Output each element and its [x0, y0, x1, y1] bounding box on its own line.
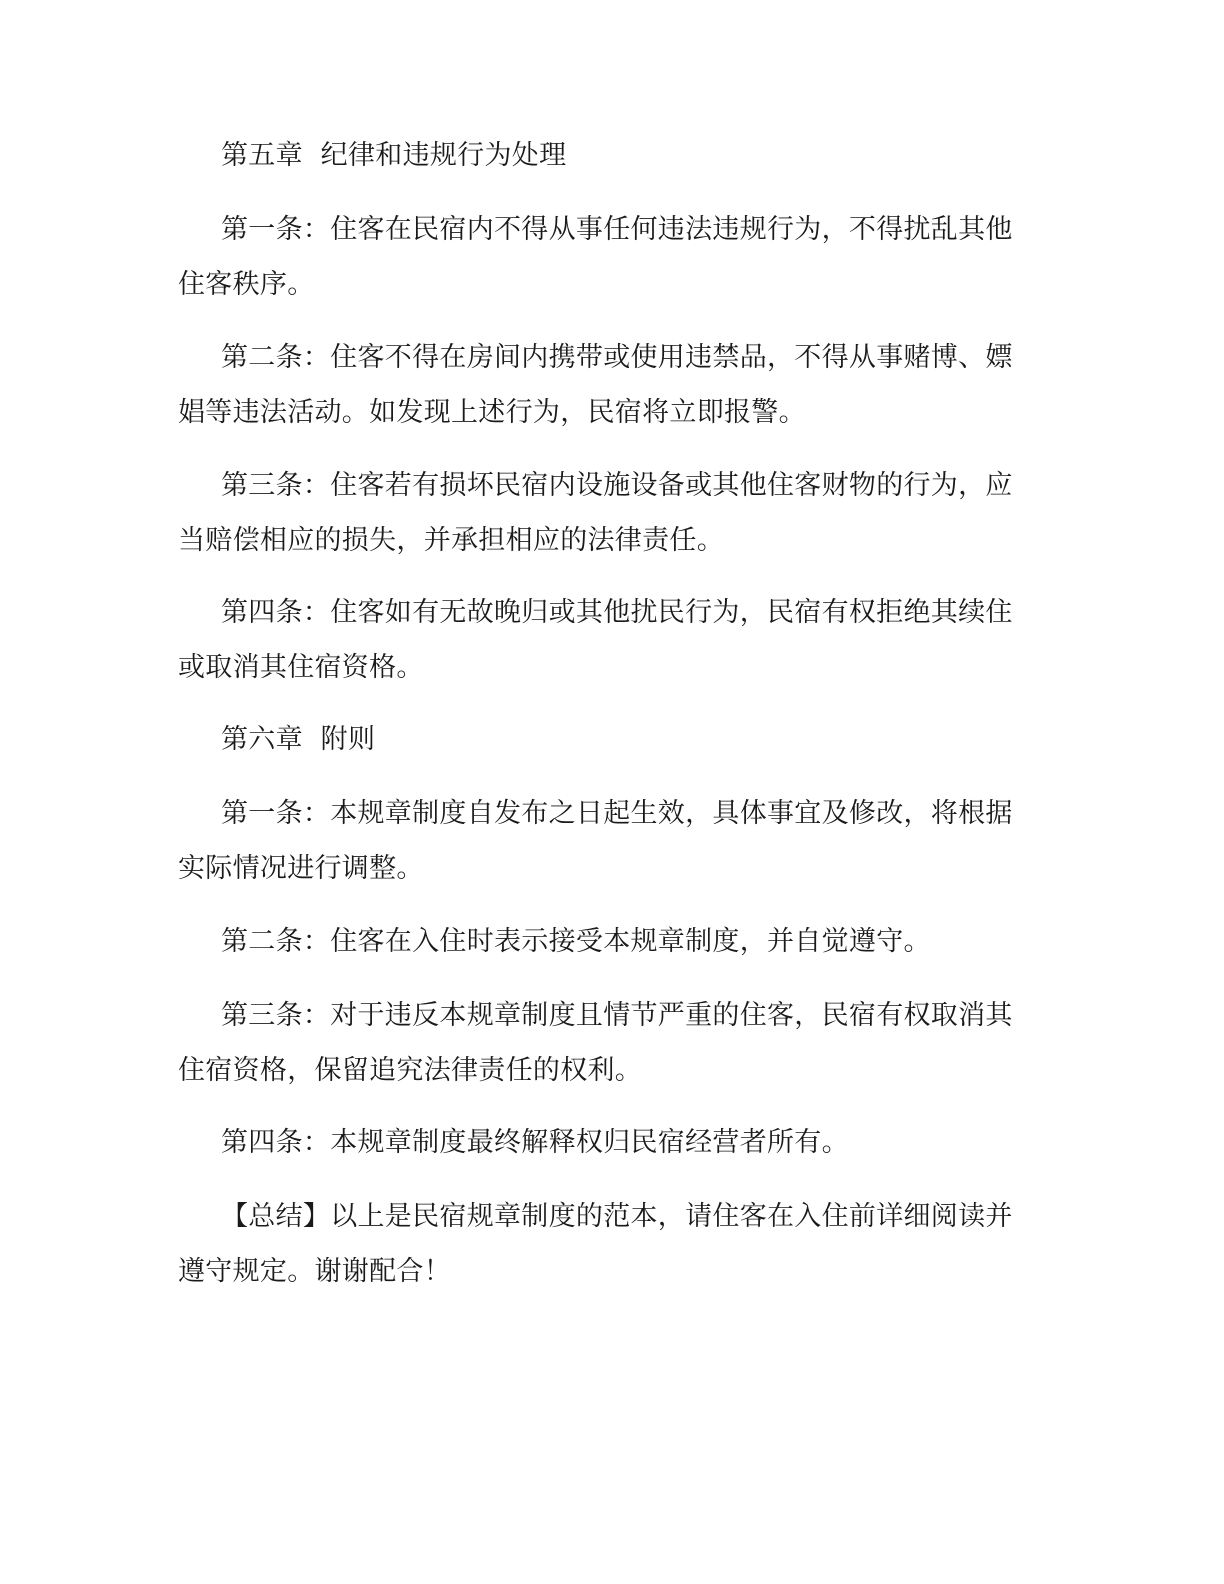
chapter-6-article-2: 第二条：住客在入住时表示接受本规章制度，并自觉遵守。	[221, 926, 931, 957]
chapter-6-heading: 第六章 附则	[221, 724, 376, 755]
summary-paragraph: 【总结】以上是民宿规章制度的范本，请住客在入住前详细阅读并遵守规定。谢谢配合！	[178, 1201, 1013, 1287]
chapter-5-article-1: 第一条：住客在民宿内不得从事任何违法违规行为，不得扰乱其他住客秩序。	[178, 214, 1013, 300]
chapter-5-article-3: 第三条：住客若有损坏民宿内设施设备或其他住客财物的行为，应当赔偿相应的损失，并承担相应的法律责任。	[178, 470, 1013, 556]
chapter-6-article-3: 第三条：对于违反本规章制度且情节严重的住客，民宿有权取消其住宿资格，保留追究法律责任的权利。	[178, 1000, 1013, 1086]
chapter-6-article-1: 第一条：本规章制度自发布之日起生效，具体事宜及修改，将根据实际情况进行调整。	[178, 798, 1013, 884]
chapter-6-article-4: 第四条：本规章制度最终解释权归民宿经营者所有。	[221, 1127, 849, 1158]
chapter-5-article-4: 第四条：住客如有无故晚归或其他扰民行为，民宿有权拒绝其续住或取消其住宿资格。	[178, 597, 1013, 683]
chapter-5-heading: 第五章 纪律和违规行为处理	[221, 140, 567, 171]
chapter-5-article-2: 第二条：住客不得在房间内携带或使用违禁品，不得从事赌博、嫖娼等违法活动。如发现上述行为，民宿将立即报警。	[178, 342, 1013, 428]
